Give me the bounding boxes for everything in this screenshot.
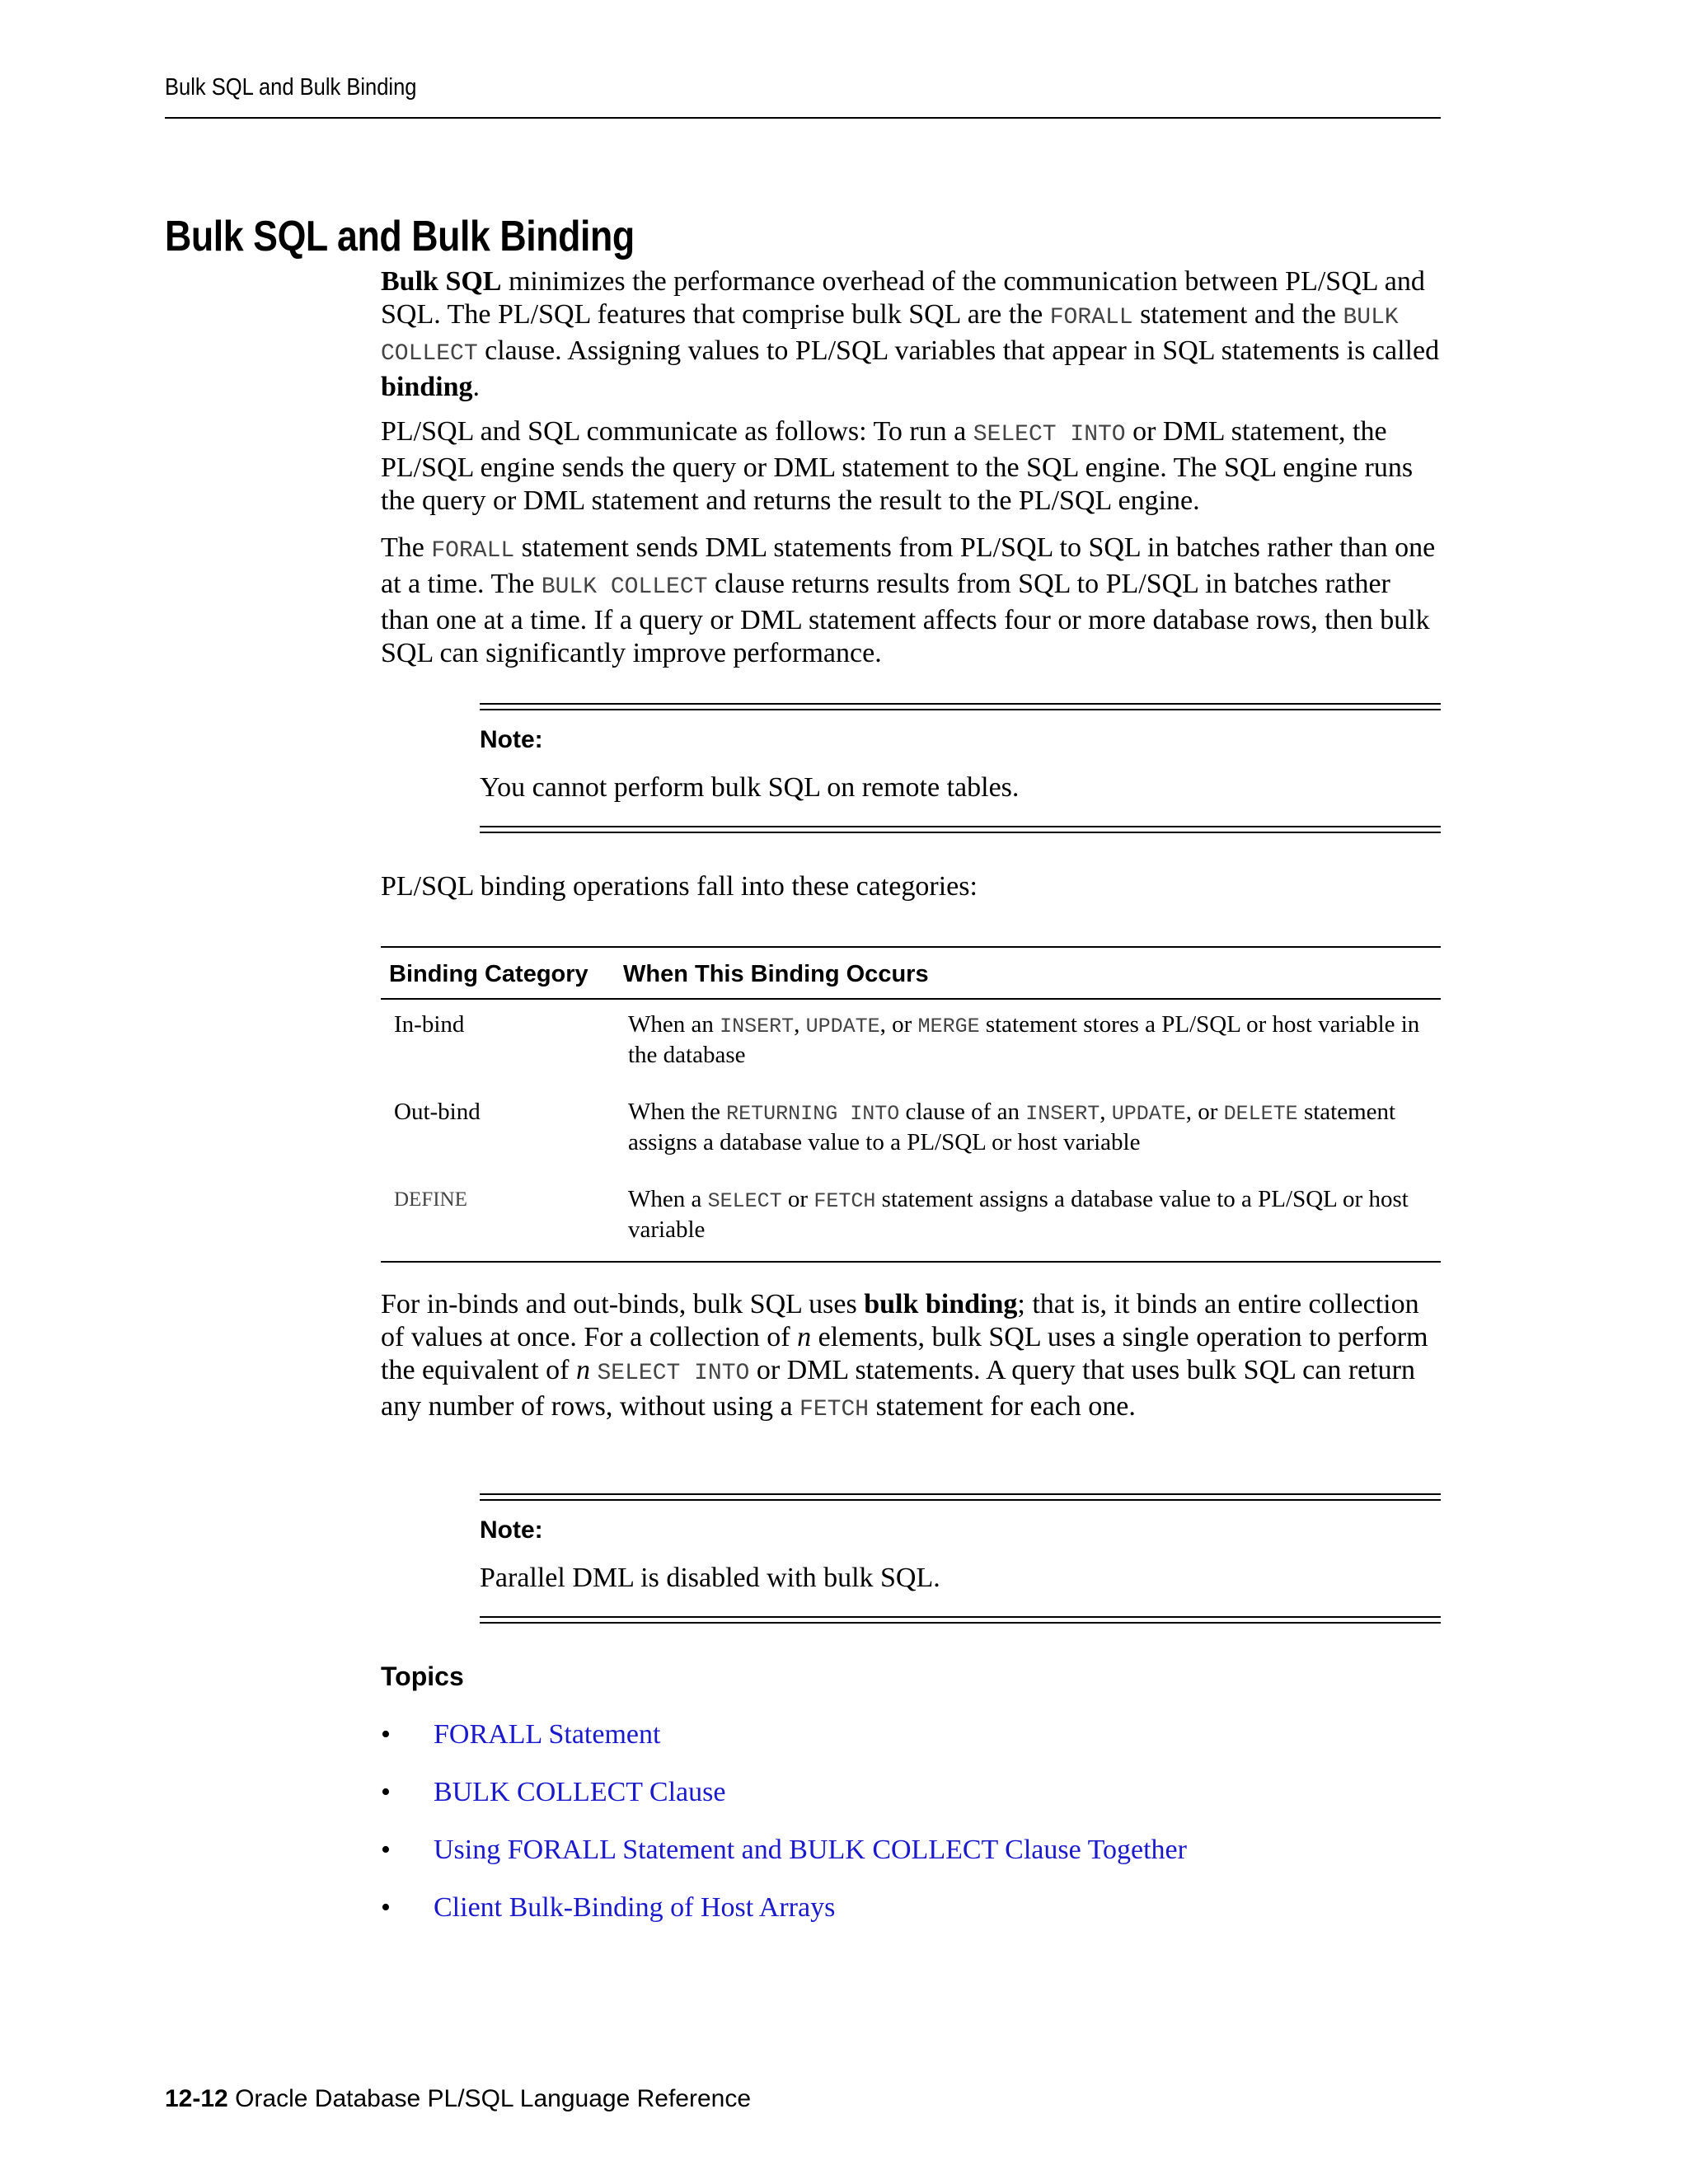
text-run: statement assigns a database value to a PL/SQL or host variable [628,1186,1409,1243]
code-keyword: MERGE [917,1015,980,1038]
code-keyword: SELECT [707,1189,782,1213]
code-forall: FORALL [1049,305,1133,330]
topic-link-forall-bulk-collect-together[interactable]: Using FORALL Statement and BULK COLLECT Clause Together [434,1835,1187,1865]
text-run: or [781,1186,814,1212]
note-text: You cannot perform bulk SQL on remote tables. [480,772,1020,803]
bullet-icon: • [381,1835,391,1865]
code-keyword: UPDATE [805,1015,880,1038]
code-select-into: SELECT INTO [597,1361,750,1386]
text-run: or DML statement, the PL/SQL engine sends the query or DML statement to the SQL engine. The SQL engine runs the query or DML statement and returns the result to the PL/SQL engine. [381,416,1414,516]
code-select-into: SELECT INTO [973,422,1126,448]
book-title: Oracle Database PL/SQL Language Reference [235,2085,752,2112]
categories-intro: PL/SQL binding operations fall into these categories: [381,871,978,902]
bulk-binding-paragraph [381,1288,1444,1427]
text-run: For in-binds and out-binds, bulk SQL uses [381,1289,865,1319]
text-run: statement stores a PL/SQL or host variable in the database [628,1011,1420,1068]
topic-link-client-bulk-binding[interactable]: Client Bulk-Binding of Host Arrays [434,1892,836,1923]
text-run: elements, bulk SQL uses a single operation to perform the equivalent of [381,1322,1428,1385]
text-run: . [472,372,481,402]
table-bottom-rule [381,1261,1441,1263]
note-label: Note: [480,726,543,753]
text-run: statement sends DML statements from PL/SQL to SQL in batches rather than one at a time. The [381,532,1436,599]
text-run: statement and the [1132,299,1343,330]
forall-paragraph [381,532,1444,670]
table-top-rule [381,946,1441,948]
text-run: When the [628,1099,727,1125]
text-run: clause. Assigning values to PL/SQL variables that appear in SQL statements is called [477,335,1440,366]
intro-paragraph [381,265,1444,404]
code-keyword: INSERT [1025,1102,1100,1126]
term-bulk-sql: Bulk SQL [381,266,502,297]
text-run: or DML statements. A query that uses bulk SQL can return any number of rows, without using a [381,1355,1415,1422]
description-cell [628,1010,1441,1070]
note-top-rule [480,1493,1441,1501]
text-run: , [794,1011,806,1038]
description-cell [628,1185,1441,1244]
topic-link-forall-statement[interactable]: FORALL Statement [434,1719,661,1750]
code-keyword: DELETE [1223,1102,1298,1126]
code-bulk-collect: BULK COLLECT [381,305,1399,367]
communication-paragraph [381,415,1444,518]
term-binding: binding [381,372,473,402]
note-label: Note: [480,1516,543,1544]
section-title: Bulk SQL and Bulk Binding [165,213,635,260]
code-keyword: INSERT [720,1015,795,1038]
note-top-rule [480,703,1441,710]
column-header-category: Binding Category [389,961,588,987]
description-cell [628,1098,1441,1157]
bullet-icon: • [381,1777,391,1807]
running-header: Bulk SQL and Bulk Binding [165,74,417,101]
code-forall: FORALL [431,538,515,564]
variable-n: n [575,1355,590,1385]
text-run: , or [1185,1099,1224,1125]
bullet-icon: • [381,1892,391,1923]
text-run: PL/SQL and SQL communicate as follows: To run a [381,416,973,447]
page-number: 12-12 [165,2085,228,2112]
text-run: minimizes the performance overhead of the communication between PL/SQL and SQL. The PL/SQL features that comprise bulk SQL are the [381,266,1425,330]
table-header-rule [381,998,1441,1000]
code-keyword: RETURNING INTO [726,1102,900,1126]
text-run: , or [879,1011,918,1038]
topic-link-bulk-collect-clause[interactable]: BULK COLLECT Clause [434,1777,726,1807]
text-run: ; that is, it binds an entire collection of values at once. For a collection of [381,1289,1419,1352]
bullet-icon: • [381,1719,391,1750]
category-cell: DEFINE [394,1188,467,1211]
text-run: clause returns results from SQL to PL/SQL in batches rather than one at a time. If a query or DML statement affects four or more database rows, then bulk SQL can significantly improve performance. [381,569,1430,668]
topics-heading: Topics [381,1661,464,1691]
code-bulk-collect: BULK COLLECT [541,574,708,600]
page-footer [165,2085,751,2113]
text-run: The [381,532,432,563]
category-cell: In-bind [394,1011,465,1038]
column-header-occurs: When This Binding Occurs [623,961,929,987]
text-run: , [1100,1099,1112,1125]
text-run: statement assigns a database value to a PL/SQL or host variable [628,1099,1396,1155]
text-run: When a [628,1186,708,1212]
text-run: clause of an [899,1099,1026,1125]
variable-n: n [797,1322,812,1352]
note-bottom-rule [480,826,1441,833]
text-run: statement for each one. [869,1391,1136,1422]
code-keyword: FETCH [814,1189,876,1213]
category-cell: Out-bind [394,1099,481,1125]
code-keyword: UPDATE [1111,1102,1186,1126]
code-fetch: FETCH [799,1397,870,1422]
header-rule [165,117,1441,119]
note-text: Parallel DML is disabled with bulk SQL. [480,1563,940,1593]
note-bottom-rule [480,1616,1441,1624]
term-bulk-binding: bulk binding [864,1289,1018,1319]
text-run: When an [628,1011,720,1038]
